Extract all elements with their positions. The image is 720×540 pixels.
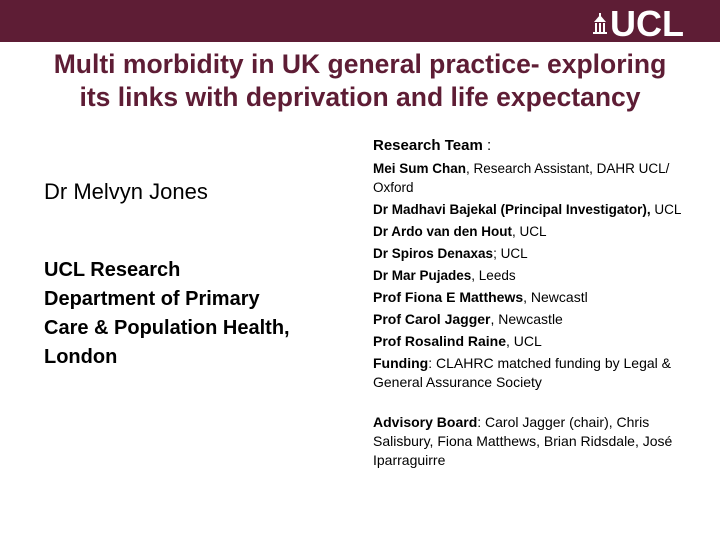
presenter-name: Dr Melvyn Jones (44, 179, 208, 204)
research-team-heading: Research Team : (373, 137, 492, 154)
team-member (373, 200, 703, 219)
member-name: Dr Spiros Denaxas (373, 246, 494, 261)
member-role: ; UCL (493, 246, 528, 261)
member-name: Dr Madhavi Bajekal (Principal Investigator), (373, 202, 651, 217)
member-role: , Leeds (471, 268, 516, 283)
team-member (373, 244, 703, 263)
member-role: , UCL (512, 224, 547, 239)
team-member (373, 222, 703, 241)
ucl-logo (592, 3, 684, 44)
advisory-label: Advisory Board (373, 414, 478, 430)
department-line-1: UCL Research (44, 259, 181, 281)
funding (373, 354, 703, 392)
department-line-3: Care & Population Health, (44, 317, 290, 339)
member-name: Prof Rosalind Raine (373, 333, 507, 349)
advisory-text: : Carol Jagger (chair), Chris Salisbury, Fiona Matthews, Brian Ridsdale, José Iparraguirre (373, 414, 673, 468)
team-member (373, 288, 703, 307)
member-role: , UCL (506, 333, 542, 349)
funding-text: : CLAHRC matched funding by Legal & General Assurance Society (373, 355, 672, 390)
member-role: UCL (650, 202, 682, 217)
funding-label: Funding (373, 355, 429, 371)
research-team-panel (373, 136, 703, 473)
spacer (373, 395, 703, 413)
title-line-1: Multi morbidity in UK general practice- exploring (53, 49, 667, 79)
team-member (373, 310, 703, 329)
member-name: Mei Sum Chan (373, 161, 467, 176)
ucl-logo-text: UCL (610, 3, 684, 44)
member-name: Prof Fiona E Matthews (373, 289, 524, 305)
member-role: , Newcastle (490, 311, 563, 327)
team-member (373, 159, 703, 197)
member-name: Dr Ardo van den Hout (373, 224, 513, 239)
department-line-4: London (44, 346, 118, 368)
member-role: , Newcastl (523, 289, 588, 305)
title-line-2: its links with deprivation and life expectancy (79, 82, 641, 112)
member-name: Prof Carol Jagger (373, 311, 491, 327)
member-name: Dr Mar Pujades (373, 268, 472, 283)
portico-icon (592, 13, 608, 35)
team-member (373, 266, 703, 285)
member-role: , Research Assistant, DAHR UCL/ Oxford (373, 161, 670, 195)
department-line-2: Department of Primary (44, 288, 260, 310)
team-member (373, 332, 703, 351)
slide-title (0, 48, 720, 114)
advisory-board (373, 413, 703, 470)
department (44, 256, 354, 372)
